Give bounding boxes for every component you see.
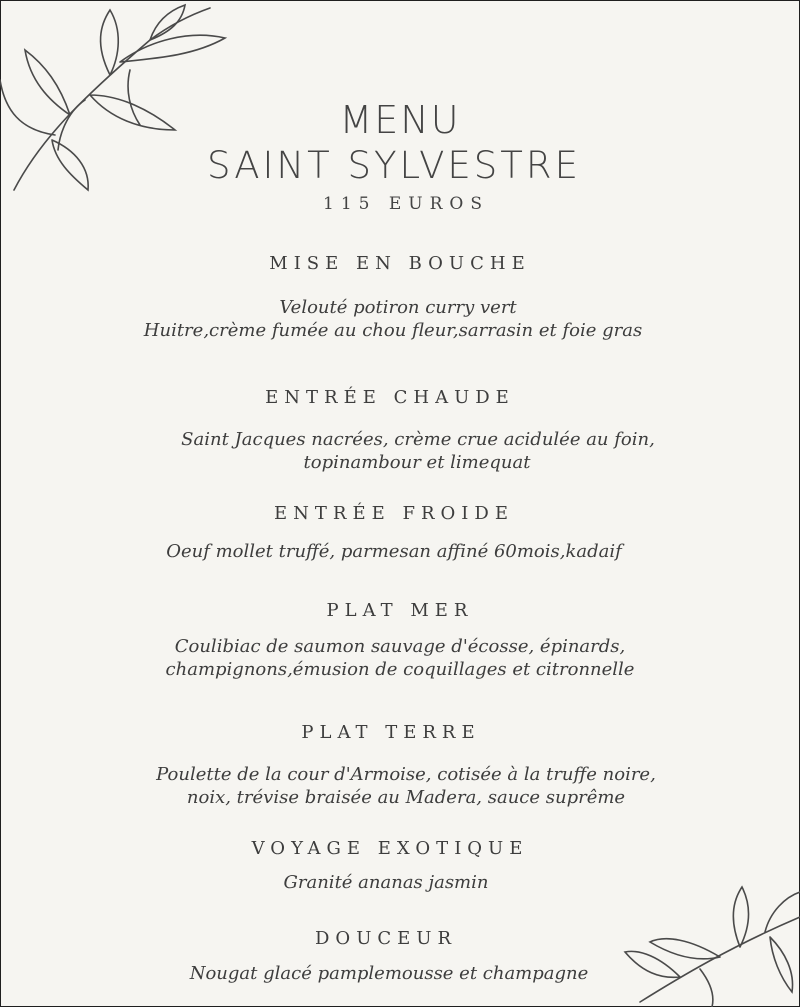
dish-line: Velouté potiron curry vert xyxy=(279,297,517,318)
course-heading: PLAT TERRE xyxy=(301,722,481,743)
dish-line: Oeuf mollet truffé, parmesan affiné 60mois,kadaif xyxy=(166,541,622,562)
course-heading: PLAT MER xyxy=(326,600,474,621)
course-plat-terre xyxy=(0,722,800,809)
dish-line: topinambour et limequat xyxy=(303,452,531,473)
course-heading: DOUCEUR xyxy=(315,928,457,949)
dish-line: champignons,émusion de coquillages et citronnelle xyxy=(165,659,635,680)
dish-line: Coulibiac de saumon sauvage d'écosse, épinards, xyxy=(174,636,626,657)
dish-line: Nougat glacé pamplemousse et champagne xyxy=(189,963,589,984)
menu-price: 115 EUROS xyxy=(323,194,489,214)
dish-line: Saint Jacques nacrées, crème crue acidulée au foin, xyxy=(181,429,655,450)
course-mise-en-bouche xyxy=(0,253,800,342)
dish-line: Poulette de la cour d'Armoise, cotisée à la truffe noire, xyxy=(156,764,656,785)
course-entree-froide xyxy=(0,503,800,563)
dish-line: Huitre,crème fumée au chou fleur,sarrasin et foie gras xyxy=(143,320,643,341)
course-plat-mer xyxy=(0,600,800,681)
course-heading: VOYAGE EXOTIQUE xyxy=(251,838,529,859)
course-voyage-exotique xyxy=(0,838,800,894)
event-title: SAINT SYLVESTRE xyxy=(207,144,581,187)
course-heading: ENTRÉE CHAUDE xyxy=(265,387,515,408)
dish-line: noix, trévise braisée au Madera, sauce suprême xyxy=(186,787,626,808)
dish-line: Granité ananas jasmin xyxy=(283,872,489,893)
course-heading: MISE EN BOUCHE xyxy=(269,253,531,274)
course-douceur xyxy=(0,928,800,985)
course-heading: ENTRÉE FROIDE xyxy=(274,503,514,524)
course-entree-chaude xyxy=(0,387,800,474)
menu-title: MENU xyxy=(339,98,461,142)
